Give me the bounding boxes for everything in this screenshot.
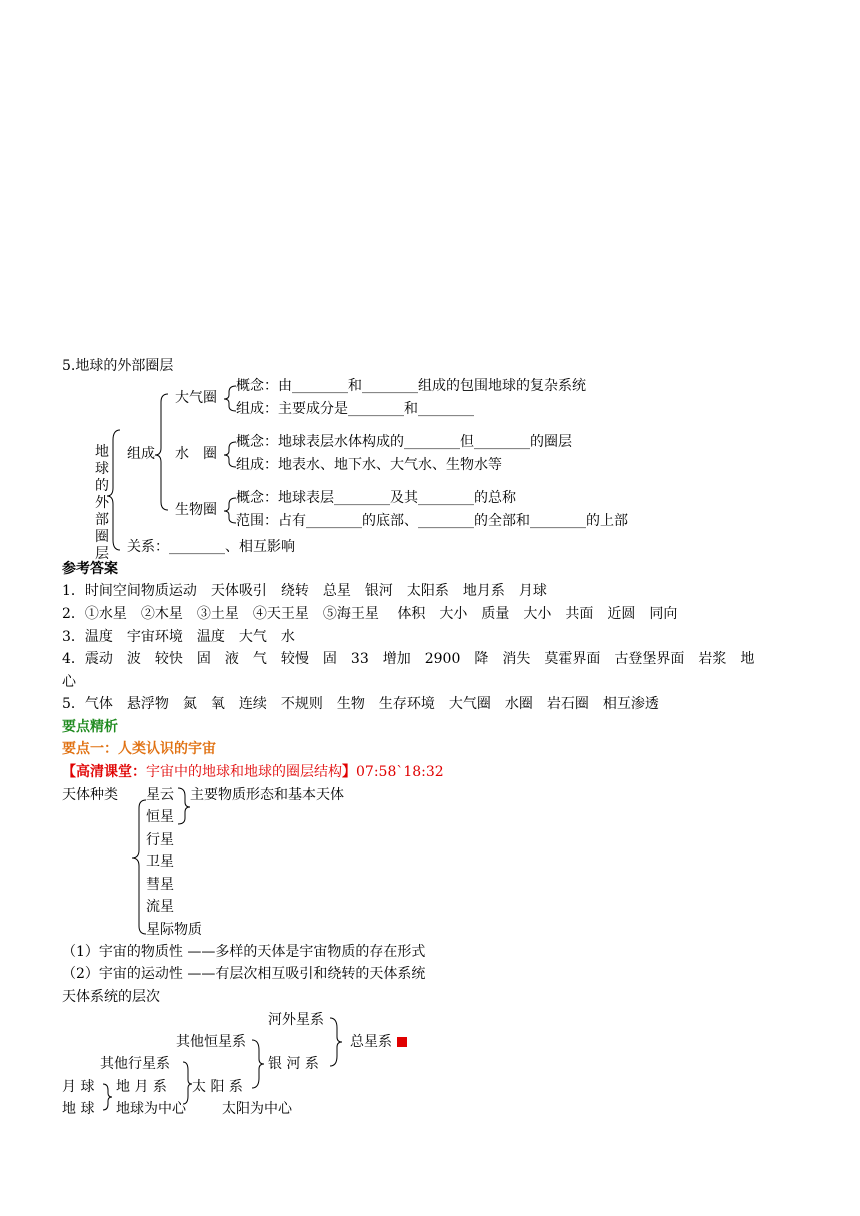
answers-heading: 参考答案 xyxy=(62,561,118,577)
celestial-note: 主要物质形态和基本天体 xyxy=(190,787,344,803)
property-line: （2）宇宙的运动性 ——有层次相互吸引和绕转的天体系统 xyxy=(62,966,426,982)
section-title: 5.地球的外部圈层 xyxy=(62,358,174,374)
node-moon: 月 球 xyxy=(62,1079,95,1095)
root-label-char: 球 xyxy=(95,461,109,477)
root-label-char: 地 xyxy=(95,444,109,460)
celestial-item: 星际物质 xyxy=(146,922,202,938)
node-milky-way: 银 河 系 xyxy=(268,1056,319,1072)
course-time: 07:58`18:32 xyxy=(356,764,444,780)
node-other-stars: 其他恒星系 xyxy=(176,1034,246,1050)
brace-nebula-star xyxy=(178,788,190,824)
node-extragalactic: 河外星系 xyxy=(268,1012,324,1028)
group-label: 组成 xyxy=(127,446,155,462)
brace-solar xyxy=(183,1062,192,1104)
node-earth-moon: 地 月 系 xyxy=(116,1079,167,1095)
node-solar-system: 太 阳 系 xyxy=(192,1079,243,1095)
hydrosphere-label: 水 圈 xyxy=(175,446,217,462)
course-link[interactable] xyxy=(62,762,444,782)
celestial-item: 星云 xyxy=(146,787,174,803)
answer-line: 1．时间空间物质运动 天体吸引 绕转 总星 银河 太阳系 地月系 月球 xyxy=(62,583,547,599)
label-sun-center: 太阳为中心 xyxy=(222,1101,292,1117)
point1-heading: 要点一：人类认识的宇宙 xyxy=(62,741,216,757)
answer-line: 心 xyxy=(62,674,76,690)
celestial-label: 天体种类 xyxy=(62,787,118,803)
atmosphere-concept: 概念：由________和________组成的包围地球的复杂系统 xyxy=(236,378,586,394)
root-label-vertical xyxy=(94,444,110,563)
root-label-char: 外 xyxy=(95,495,109,511)
celestial-item: 行星 xyxy=(146,832,174,848)
red-square-marker xyxy=(397,1037,407,1047)
answer-line: 2．①水星 ②木星 ③土星 ④天王星 ⑤海王星 体积 大小 质量 大小 共面 近圆 同向 xyxy=(62,606,678,622)
property-line: （1）宇宙的物质性 ——多样的天体是宇宙物质的存在形式 xyxy=(62,944,426,960)
atmosphere-label: 大气圈 xyxy=(175,390,217,406)
brace-milky-way xyxy=(252,1040,264,1088)
brace-earth-moon xyxy=(103,1084,112,1110)
brace-atmosphere xyxy=(224,386,236,411)
celestial-item: 彗星 xyxy=(146,877,174,893)
hierarchy-title: 天体系统的层次 xyxy=(62,989,160,1005)
node-universe: 总星系 xyxy=(350,1034,392,1050)
brace-hydrosphere xyxy=(224,442,236,467)
celestial-item: 卫星 xyxy=(146,854,174,870)
key-points-heading: 要点精析 xyxy=(62,719,118,735)
celestial-item: 恒星 xyxy=(146,809,174,825)
biosphere-label: 生物圈 xyxy=(175,502,217,518)
answer-line: 3．温度 宇宙环境 温度 大气 水 xyxy=(62,629,295,645)
biosphere-concept: 概念：地球表层________及其________的总称 xyxy=(236,490,516,506)
answer-line: 4．震动 波 较快 固 液 气 较慢 固 33 增加 2900 降 消失 莫霍界面 古登堡界面 岩浆 地 xyxy=(62,651,755,667)
course-prefix: 【高清课堂： xyxy=(62,764,146,780)
brace-group xyxy=(155,394,168,510)
course-title: 宇宙中的地球和地球的圈层结构 xyxy=(146,764,342,780)
root-label-char: 的 xyxy=(95,478,109,494)
hydrosphere-composition: 组成：地表水、地下水、大气水、生物水等 xyxy=(236,457,502,473)
course-suffix: 】 xyxy=(342,764,356,780)
brace-universe xyxy=(330,1018,342,1066)
biosphere-scope: 范围：占有________的底部、________的全部和________的上部 xyxy=(236,513,628,529)
brace-celestial xyxy=(132,800,146,934)
node-earth: 地 球 xyxy=(62,1101,95,1117)
root-label-char: 层 xyxy=(95,546,109,562)
answer-line: 5．气体 悬浮物 氮 氧 连续 不规则 生物 生存环境 大气圈 水圈 岩石圈 相互渗透 xyxy=(62,696,659,712)
atmosphere-composition: 组成：主要成分是________和________ xyxy=(236,401,474,417)
relation-line: 关系：________、相互影响 xyxy=(127,539,295,555)
label-earth-center: 地球为中心 xyxy=(116,1101,186,1117)
brace-biosphere xyxy=(224,498,236,523)
hydrosphere-concept: 概念：地球表层水体构成的________但________的圈层 xyxy=(236,434,572,450)
node-other-planets: 其他行星系 xyxy=(100,1056,170,1072)
root-label-char: 圈 xyxy=(95,529,109,545)
root-label-char: 部 xyxy=(95,512,109,528)
celestial-item: 流星 xyxy=(146,899,174,915)
